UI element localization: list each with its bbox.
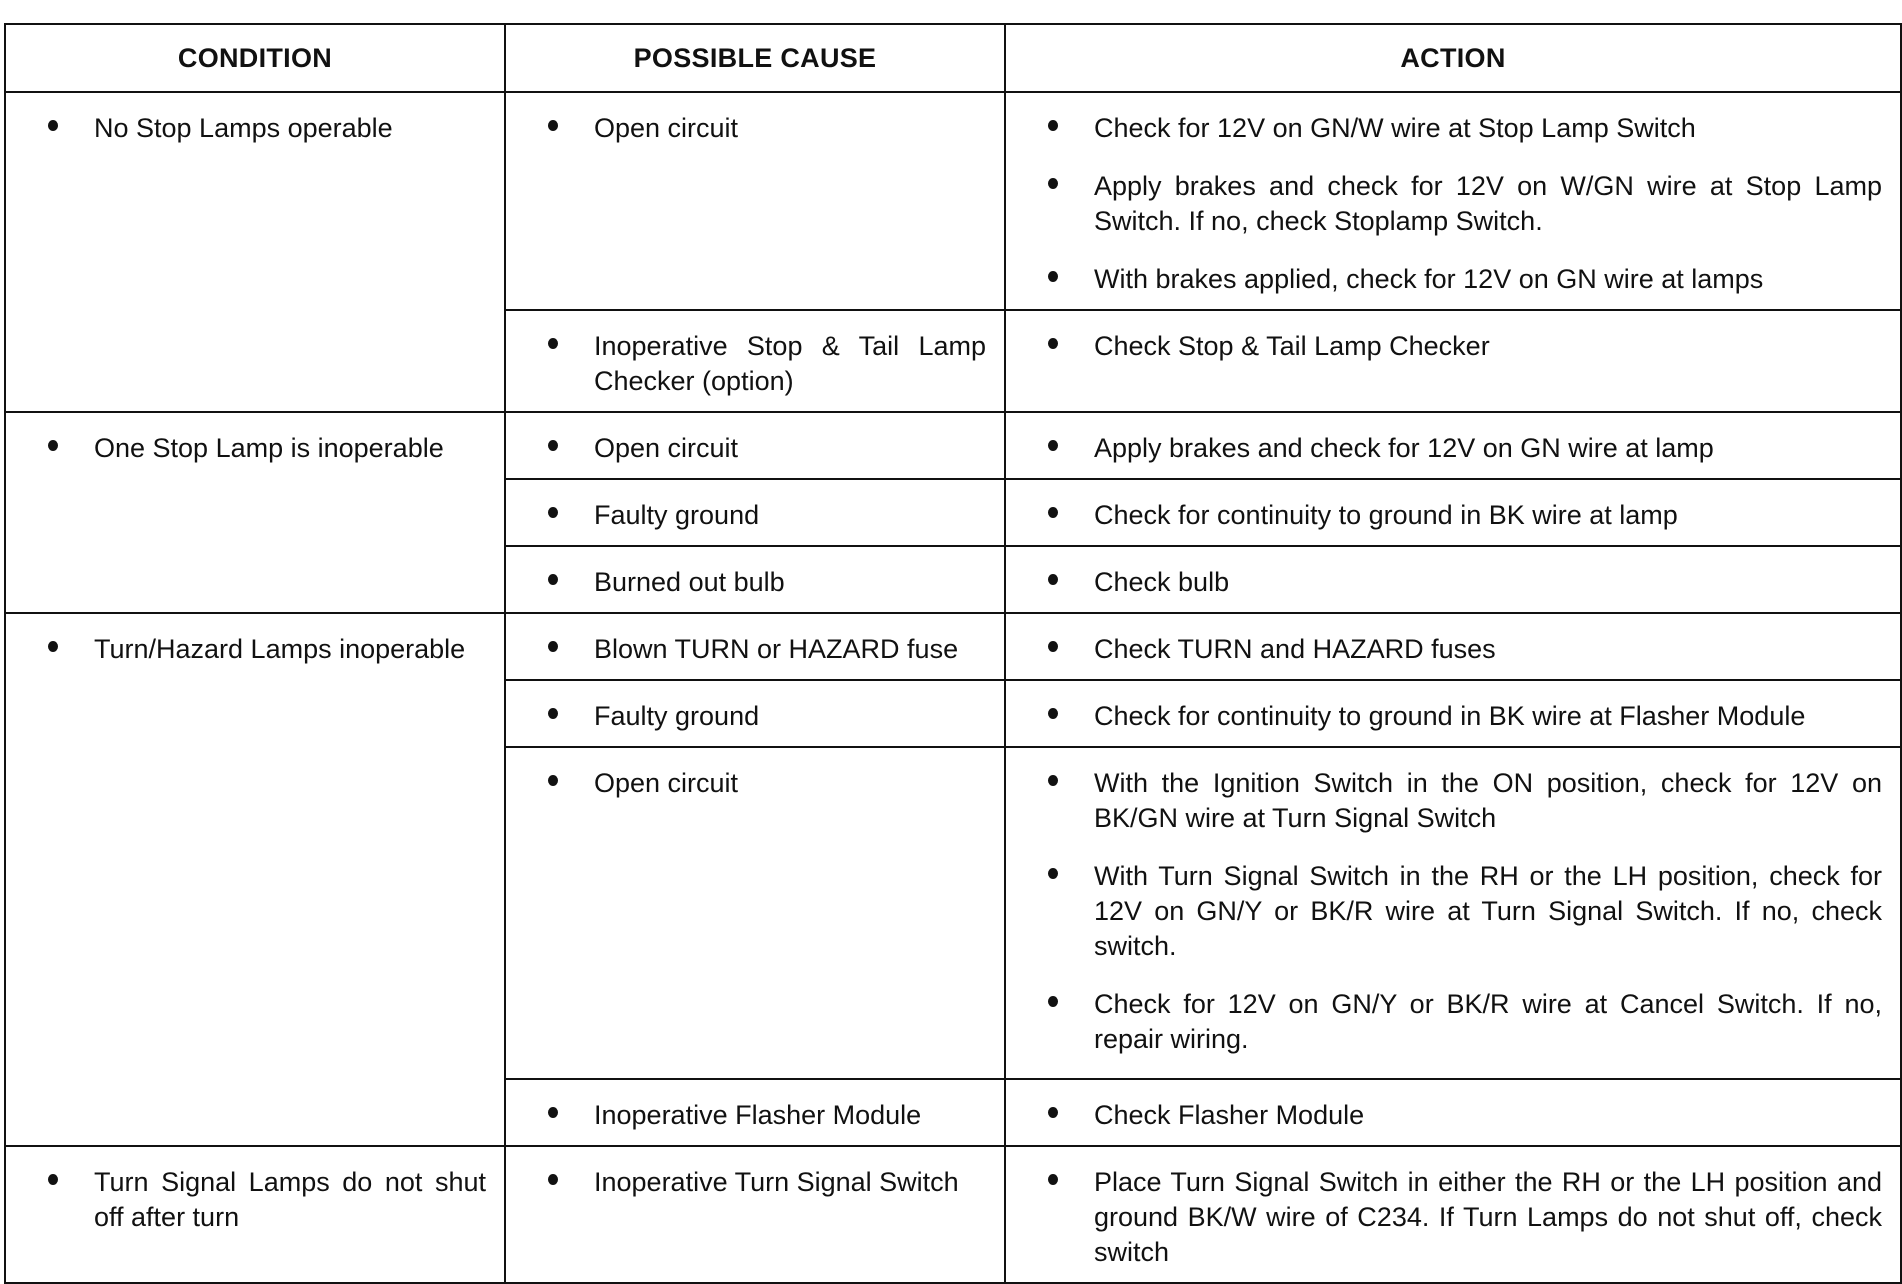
cause-item (506, 699, 986, 734)
action-item (1006, 1165, 1882, 1270)
bullet-icon (1048, 338, 1058, 349)
header-row (5, 24, 1901, 92)
action-item (1006, 766, 1882, 836)
header-condition: CONDITION (5, 24, 505, 92)
bullet-icon (548, 338, 558, 349)
action-text: Check Stop & Tail Lamp Checker (1094, 331, 1490, 361)
action-text: With the Ignition Switch in the ON position, check for 12V on BK/GN wire at Turn Signal Switch (1094, 768, 1882, 833)
cause-item (506, 498, 986, 533)
bullet-icon (1048, 271, 1058, 282)
action-text: Check TURN and HAZARD fuses (1094, 634, 1496, 664)
action-text: Check for 12V on GN/Y or BK/R wire at Cancel Switch. If no, repair wiring. (1094, 989, 1882, 1054)
action-text: Apply brakes and check for 12V on GN wire at lamp (1094, 433, 1714, 463)
bullet-icon (548, 708, 558, 719)
bullet-icon (548, 1107, 558, 1118)
action-item (1006, 329, 1882, 364)
condition-item (6, 431, 486, 466)
action-cell (1005, 546, 1901, 613)
bullet-icon (1048, 708, 1058, 719)
cause-item (506, 111, 986, 146)
cause-text: Faulty ground (594, 701, 760, 731)
troubleshooting-table (4, 23, 1902, 1284)
cause-text: Burned out bulb (594, 567, 785, 597)
cause-item (506, 431, 986, 466)
action-item (1006, 169, 1882, 239)
cause-cell (505, 412, 1005, 479)
action-text: Place Turn Signal Switch in either the RH or the LH position and ground BK/W wire of C234. If Turn Lamps do not shut off, check switch (1094, 1167, 1882, 1267)
condition-item (6, 632, 486, 667)
action-text: With brakes applied, check for 12V on GN wire at lamps (1094, 264, 1764, 294)
action-item (1006, 565, 1882, 600)
table-row (5, 1146, 1901, 1283)
table-row (5, 412, 1901, 479)
cause-cell (505, 1146, 1005, 1283)
table-row (5, 613, 1901, 680)
cause-text: Inoperative Flasher Module (594, 1100, 922, 1130)
action-item (1006, 859, 1882, 964)
condition-text: Turn Signal Lamps do not shut off after turn (94, 1167, 486, 1232)
troubleshooting-table-container (4, 23, 1900, 1284)
cause-item (506, 329, 986, 399)
action-cell (1005, 613, 1901, 680)
cause-text: Open circuit (594, 433, 739, 463)
bullet-icon (48, 440, 58, 451)
condition-text: No Stop Lamps operable (94, 113, 393, 143)
condition-item (6, 1165, 486, 1235)
condition-cell (5, 412, 505, 613)
action-cell (1005, 1079, 1901, 1146)
cause-item (506, 766, 986, 801)
cause-cell (505, 1079, 1005, 1146)
cause-cell (505, 479, 1005, 546)
action-text: Check for continuity to ground in BK wire at Flasher Module (1094, 701, 1806, 731)
action-item (1006, 262, 1882, 297)
bullet-icon (1048, 440, 1058, 451)
bullet-icon (48, 120, 58, 131)
cause-text: Faulty ground (594, 500, 760, 530)
bullet-icon (1048, 507, 1058, 518)
condition-text: Turn/Hazard Lamps inoperable (94, 634, 466, 664)
action-cell (1005, 310, 1901, 412)
condition-cell (5, 92, 505, 412)
bullet-icon (548, 507, 558, 518)
action-cell (1005, 412, 1901, 479)
action-item (1006, 498, 1882, 533)
action-text: Apply brakes and check for 12V on W/GN wire at Stop Lamp Switch. If no, check Stoplamp Switch. (1094, 171, 1882, 236)
action-cell (1005, 747, 1901, 1079)
cause-cell (505, 92, 1005, 310)
action-cell (1005, 92, 1901, 310)
action-item (1006, 1098, 1882, 1133)
bullet-icon (1048, 775, 1058, 786)
action-cell (1005, 479, 1901, 546)
cause-cell (505, 546, 1005, 613)
cause-cell (505, 747, 1005, 1079)
bullet-icon (1048, 1174, 1058, 1185)
action-cell (1005, 680, 1901, 747)
action-item (1006, 632, 1882, 667)
cause-item (506, 565, 986, 600)
bullet-icon (548, 1174, 558, 1185)
cause-text: Inoperative Stop & Tail Lamp Checker (option) (594, 331, 986, 396)
condition-cell (5, 613, 505, 1146)
cause-item (506, 1165, 986, 1200)
cause-text: Blown TURN or HAZARD fuse (594, 634, 959, 664)
bullet-icon (1048, 996, 1058, 1007)
action-item (1006, 987, 1882, 1057)
action-text: Check bulb (1094, 567, 1230, 597)
action-cell (1005, 1146, 1901, 1283)
header-action: ACTION (1005, 24, 1901, 92)
action-text: Check for continuity to ground in BK wire at lamp (1094, 500, 1678, 530)
bullet-icon (1048, 641, 1058, 652)
condition-item (6, 111, 486, 146)
bullet-icon (48, 1174, 58, 1185)
action-text: Check Flasher Module (1094, 1100, 1365, 1130)
action-item (1006, 431, 1882, 466)
bullet-icon (548, 574, 558, 585)
cause-item (506, 1098, 986, 1133)
bullet-icon (1048, 574, 1058, 585)
bullet-icon (548, 440, 558, 451)
bullet-icon (548, 641, 558, 652)
cause-text: Open circuit (594, 768, 739, 798)
cause-text: Inoperative Turn Signal Switch (594, 1167, 959, 1197)
bullet-icon (1048, 868, 1058, 879)
bullet-icon (1048, 178, 1058, 189)
action-text: With Turn Signal Switch in the RH or the LH position, check for 12V on GN/Y or BK/R wire at Turn Signal Switch. If no, check switch. (1094, 861, 1882, 961)
bullet-icon (1048, 1107, 1058, 1118)
table-row (5, 92, 1901, 310)
cause-item (506, 632, 986, 667)
cause-cell (505, 680, 1005, 747)
bullet-icon (1048, 120, 1058, 131)
bullet-icon (548, 775, 558, 786)
action-text: Check for 12V on GN/W wire at Stop Lamp Switch (1094, 113, 1696, 143)
cause-cell (505, 613, 1005, 680)
condition-text: One Stop Lamp is inoperable (94, 433, 444, 463)
cause-cell (505, 310, 1005, 412)
cause-text: Open circuit (594, 113, 739, 143)
bullet-icon (48, 641, 58, 652)
bullet-icon (548, 120, 558, 131)
condition-cell (5, 1146, 505, 1283)
action-item (1006, 111, 1882, 146)
header-possible-cause: POSSIBLE CAUSE (505, 24, 1005, 92)
action-item (1006, 699, 1882, 734)
